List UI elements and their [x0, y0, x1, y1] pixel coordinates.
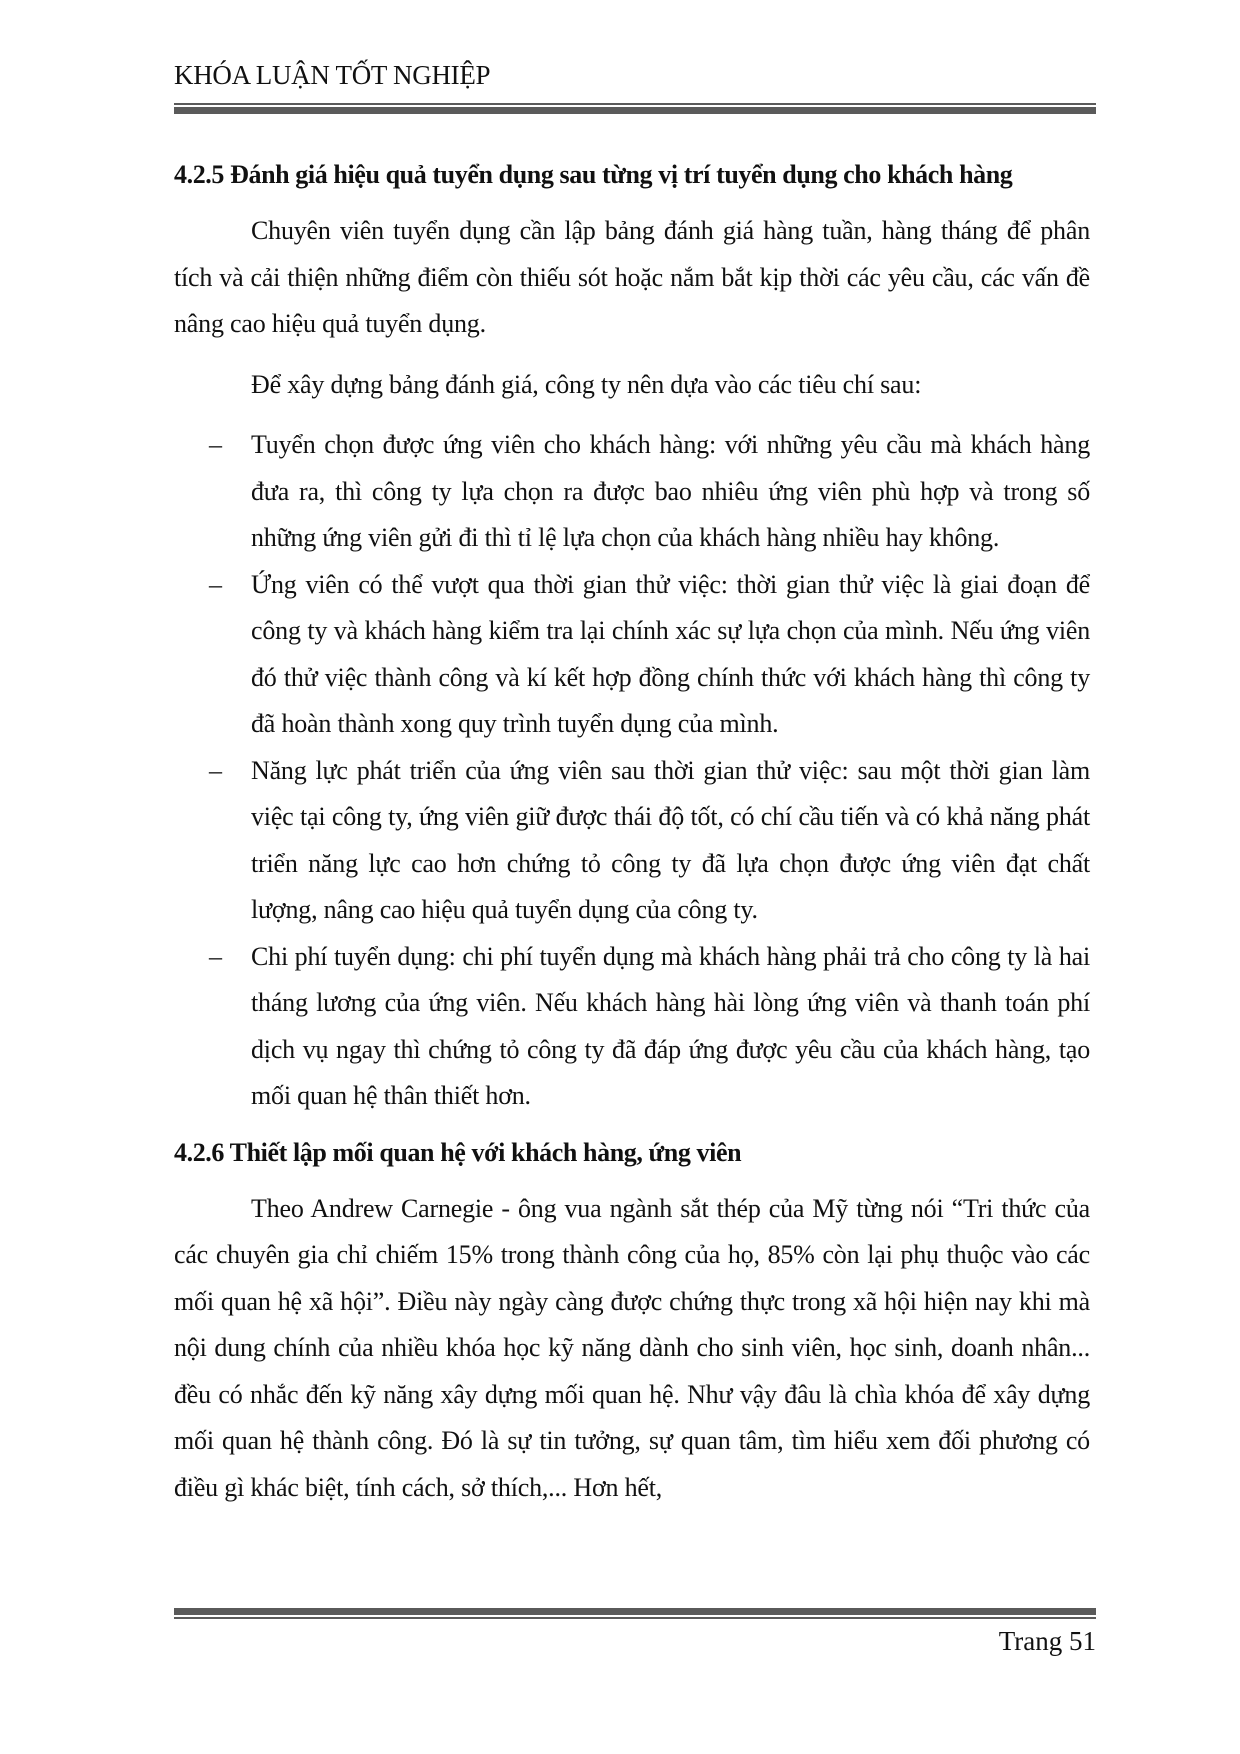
- header-rule-thick: [174, 107, 1096, 114]
- page-body: [174, 152, 1090, 1511]
- section-heading-4-2-6: 4.2.6 Thiết lập mối quan hệ với khách hàng, ứng viên: [174, 1137, 742, 1167]
- criterion-text: Chi phí tuyển dụng: chi phí tuyển dụng mà khách hàng phải trả cho công ty là hai tháng lương của ứng viên. Nếu khách hàng hài lòng ứng viên và thanh toán phí dịch vụ ngay thì chứng tỏ công ty đã đáp ứng được yêu cầu của khách hàng, tạo mối quan hệ thân thiết hơn.: [251, 941, 1090, 1110]
- page-number: Trang 51: [998, 1626, 1096, 1656]
- footer-rule-thick: [174, 1608, 1096, 1615]
- criterion-text: Tuyển chọn được ứng viên cho khách hàng: với những yêu cầu mà khách hàng đưa ra, thì công ty lựa chọn ra được bao nhiêu ứng viên phù hợp và trong số những ứng viên gửi đi thì tỉ lệ lựa chọn của khách hàng nhiều hay không.: [251, 430, 1090, 552]
- dash-bullet-icon: –: [209, 430, 222, 459]
- footer-rule-thin: [174, 1617, 1096, 1619]
- list-item: [174, 562, 1090, 748]
- paragraph-criteria-lead: Để xây dựng bảng đánh giá, công ty nên dựa vào các tiêu chí sau:: [251, 369, 922, 399]
- criterion-text: Ứng viên có thể vượt qua thời gian thử việc: thời gian thử việc là giai đoạn để công ty và khách hàng kiểm tra lại chính xác sự lựa chọn của mình. Nếu ứng viên đó thử việc thành công và kí kết hợp đồng chính thức với khách hàng thì công ty đã hoàn thành xong quy trình tuyển dụng của mình.: [251, 569, 1090, 738]
- header-rule-thin: [174, 103, 1096, 105]
- dash-bullet-icon: –: [209, 569, 222, 599]
- dash-bullet-icon: –: [209, 755, 222, 785]
- dash-bullet-icon: –: [209, 941, 222, 971]
- paragraph-intro: Chuyên viên tuyển dụng cần lập bảng đánh giá hàng tuần, hàng tháng để phân tích và cải thiện những điểm còn thiếu sót hoặc nắm bắt kịp thời các yêu cầu, các vấn đề nâng cao hiệu quả tuyển dụng.: [174, 216, 1090, 338]
- criterion-text: Năng lực phát triển của ứng viên sau thời gian thử việc: sau một thời gian làm việc tại công ty, ứng viên giữ được thái độ tốt, có chí cầu tiến và có khả năng phát triển năng lực cao hơn chứng tỏ công ty đã lựa chọn được ứng viên đạt chất lượng, nâng cao hiệu quả tuyển dụng của công ty.: [251, 755, 1090, 924]
- criteria-list: [174, 422, 1090, 1120]
- paragraph-carnegie: Theo Andrew Carnegie - ông vua ngành sắt thép của Mỹ từng nói “Tri thức của các chuyên gia chỉ chiếm 15% trong thành công của họ, 85% còn lại phụ thuộc vào các mối quan hệ xã hội”. Điều này ngày càng được chứng thực trong xã hội hiện nay khi mà nội dung chính của nhiều khóa học kỹ năng dành cho sinh viên, học sinh, doanh nhân... đều có nhắc đến kỹ năng xây dựng mối quan hệ. Như vậy đâu là chìa khóa để xây dựng mối quan hệ thành công. Đó là sự tin tưởng, sự quan tâm, tìm hiểu xem đối phương có điều gì khác biệt, tính cách, sở thích,... Hơn hết,: [174, 1193, 1090, 1502]
- list-item: [174, 934, 1090, 1120]
- list-item: [174, 422, 1090, 562]
- section-heading-4-2-5: 4.2.5 Đánh giá hiệu quả tuyển dụng sau từng vị trí tuyển dụng cho khách hàng: [174, 160, 1013, 189]
- running-header-title: KHÓA LUẬN TỐT NGHIỆP: [174, 60, 491, 90]
- list-item: [174, 748, 1090, 934]
